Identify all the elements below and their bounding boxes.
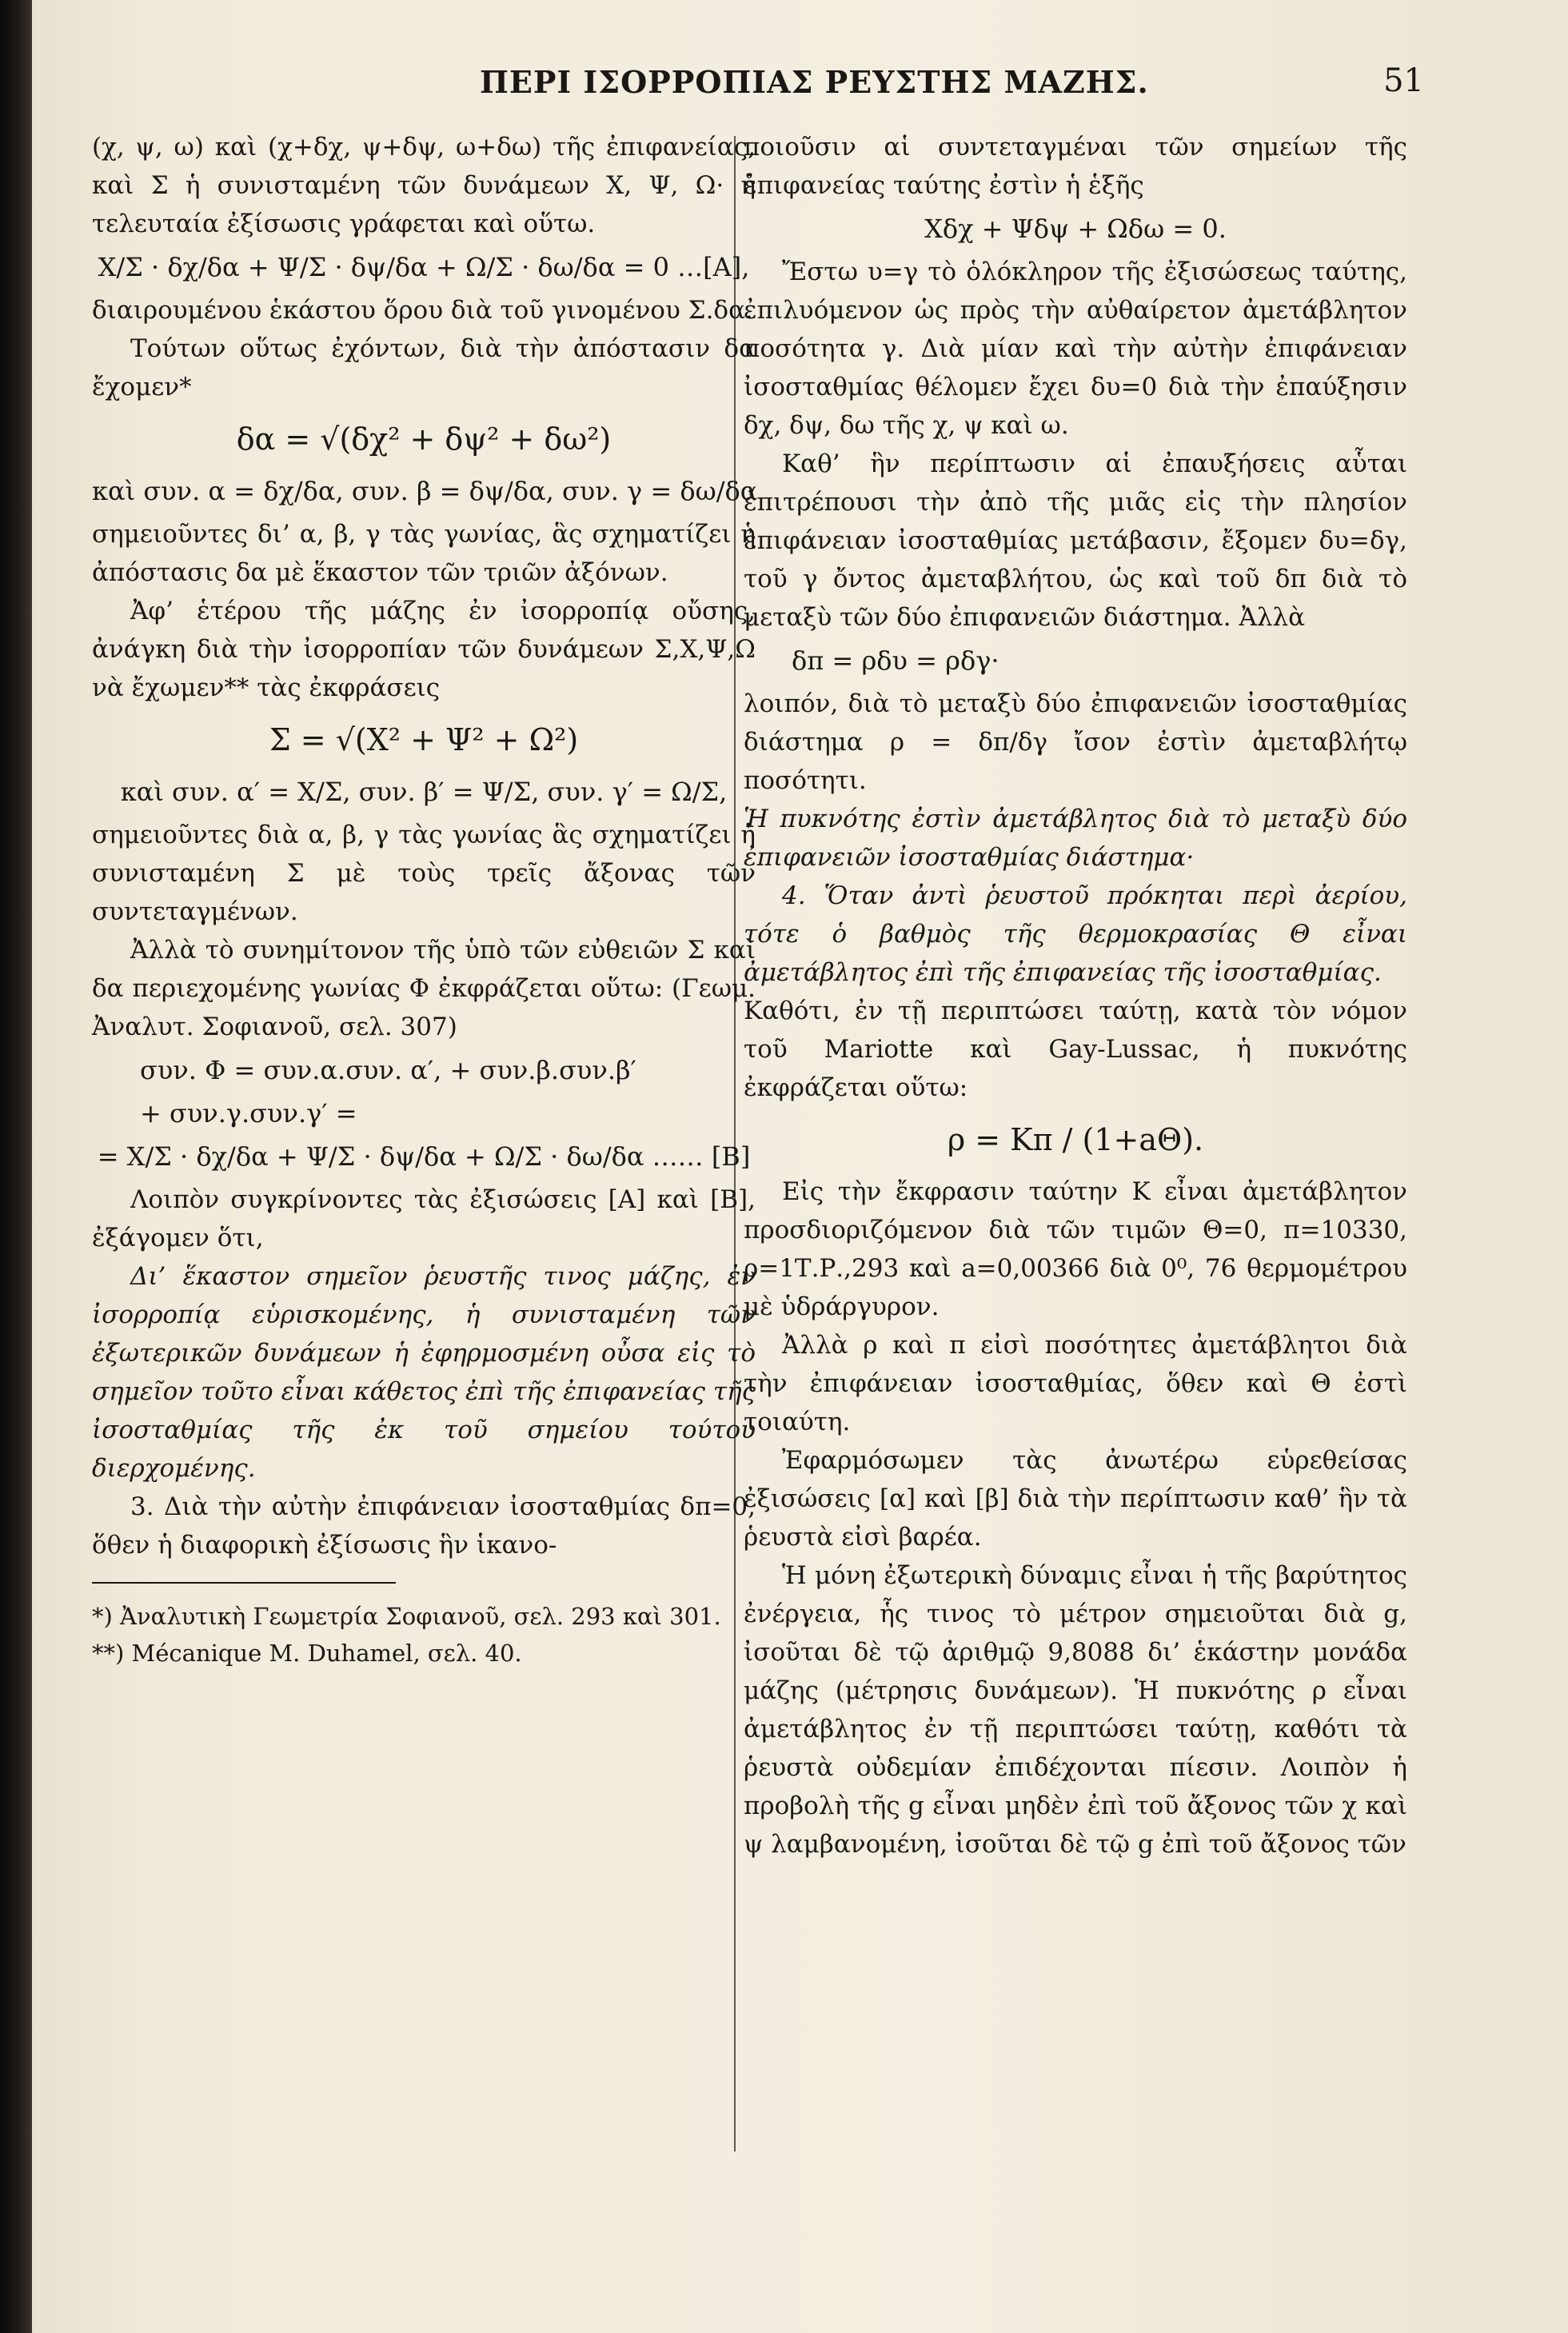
book-page — [32, 0, 1568, 2333]
footnote-2: **) Mécanique M. Duhamel, σελ. 40. — [92, 1640, 522, 1667]
equation-2: δπ = ρδυ = ρδγ· — [792, 645, 999, 676]
paragraph: Ἔστω υ=γ τὸ ὁλόκληρον τῆς ἐξισώσεως ταύτης, ἐπιλυόμενον ὡς πρὸς τὴν αὐθαίρετον ἀμετάβλητον ποσότητα γ. Διὰ μίαν καὶ τὴν αὐτὴν ἐπιφάνειαν ἰσοσταθμίας θέλομεν ἔχει δυ=0 διὰ τὴν ἐπαύξησιν δχ, δψ, δω τῆς χ, ψ καὶ ω. — [744, 258, 1407, 440]
running-head: ΠΕΡΙ ΙΣΟΡΡΟΠΙΑΣ ΡΕΥΣΤΗΣ ΜΑΖΗΣ. — [480, 64, 1149, 100]
equation-cosines: καὶ συν. α = δχ/δα, συν. β = δψ/δα, συν. γ = δω/δα — [92, 476, 758, 506]
paragraph: Τούτων οὕτως ἐχόντων, διὰ τὴν ἀπόστασιν δα ἔχομεν* — [92, 334, 756, 401]
paragraph: Ἐφαρμόσωμεν τὰς ἀνωτέρω εὑρεθείσας ἐξισώσεις [α] καὶ [β] διὰ τὴν περίπτωσιν καθ’ ἣν τὰ ῥευστὰ εἰσὶ βαρέα. — [744, 1446, 1407, 1552]
equation-phi-line1: συν. Φ = συν.α.συν. α′, + συν.β.συν.β′ — [140, 1055, 636, 1085]
footnote-1: *) Ἀναλυτικὴ Γεωμετρία Σοφιανοῦ, σελ. 293 καὶ 301. — [92, 1603, 721, 1630]
paragraph: διαιρουμένου ἑκάστου ὅρου διὰ τοῦ γινομένου Σ.δα. — [92, 296, 753, 325]
section-4-paragraph: 4. Ὅταν ἀντὶ ῥευστοῦ πρόκηται περὶ ἀερίου, τότε ὁ βαθμὸς τῆς θερμοκρασίας Θ εἶναι ἀμετάβλητος ἐπὶ τῆς ἐπιφανείας τῆς ἰσοσταθμίας. — [744, 881, 1407, 987]
equation-cosines-prime: καὶ συν. α′ = Χ/Σ, συν. β′ = Ψ/Σ, συν. γ′ = Ω/Σ, — [120, 777, 728, 807]
theorem-paragraph: Δι’ ἕκαστον σημεῖον ῥευστῆς τινος μάζης, ἐν ἰσορροπίᾳ εὑρισκομένης, ἡ συνισταμένη τῶν ἐξωτερικῶν δυνάμεων ἡ ἐφηρμοσμένη οὖσα εἰς τὸ σημεῖον τοῦτο εἶναι κάθετος ἐπὶ τῆς ἐπιφανείας τῆς ἰσοσταθμίας τῆς ἐκ τοῦ σημείου τούτου διερχομένης. — [92, 1262, 756, 1483]
paragraph: Λοιπὸν συγκρίνοντες τὰς ἐξισώσεις [Α] καὶ [Β], ἐξάγομεν ὅτι, — [92, 1185, 756, 1252]
left-column — [92, 128, 756, 1672]
paragraph: Ἡ μόνη ἐξωτερικὴ δύναμις εἶναι ἡ τῆς βαρύτητος ἐνέργεια, ἧς τινος τὸ μέτρον σημειοῦται διὰ g, ἰσοῦται δὲ τῷ ἀριθμῷ 9,8088 δι’ ἑκάστην μονάδα μάζης (μέτρησις δυνάμεων). Ἡ πυκνότης ρ εἶναι ἀμετάβλητος ἐν τῇ περιπτώσει ταύτῃ, καθότι τὰ ῥευστὰ οὐδεμίαν ἐπιδέχονται πίεσιν. Λοιπὸν ἡ προβολὴ τῆς g εἶναι μηδὲν ἐπὶ τοῦ ἄξονος τῶν χ καὶ ψ λαμβανομένη, ἰσοῦται δὲ τῷ g ἐπὶ τοῦ ἄξονος τῶν — [744, 1561, 1407, 1859]
paragraph: 3. Διὰ τὴν αὐτὴν ἐπιφάνειαν ἰσοσταθμίας δπ=0, ὅθεν ἡ διαφορικὴ ἐξίσωσις ἣν ἱκανο- — [92, 1492, 756, 1560]
paragraph: (χ, ψ, ω) καὶ (χ+δχ, ψ+δψ, ω+δω) τῆς ἐπιφανείας, καὶ Σ ἡ συνισταμένη τῶν δυνάμεων Χ, Ψ, Ω· ἡ τελευταία ἐξίσωσις γράφεται καὶ οὕτω. — [92, 133, 756, 238]
book-spine-shadow — [0, 0, 32, 2333]
page-header — [32, 56, 1568, 112]
paragraph: Ἀλλὰ ρ καὶ π εἰσὶ ποσότητες ἀμετάβλητοι διὰ τὴν ἐπιφάνειαν ἰσοσταθμίας, ὅθεν καὶ Θ ἐστὶ τοιαύτη. — [744, 1331, 1407, 1436]
footnote-rule — [92, 1582, 396, 1584]
paragraph: Εἰς τὴν ἔκφρασιν ταύτην Κ εἶναι ἀμετάβλητον προσδιοριζόμενον διὰ τῶν τιμῶν Θ=0, π=10330, ρ=1Τ.Ρ.,293 καὶ a=0,00366 διὰ 0⁰, 76 θερμομέτρου μὲ ὑδράργυρον. — [744, 1177, 1407, 1321]
equation-B: = Χ/Σ · δχ/δα + Ψ/Σ · δψ/δα + Ω/Σ · δω/δα …… [Β] — [97, 1141, 751, 1172]
right-column — [744, 128, 1407, 1864]
paragraph: Καθ’ ἣν περίπτωσιν αἱ ἐπαυξήσεις αὗται ἐπιτρέπουσι τὴν ἀπὸ τῆς μιᾶς εἰς τὴν πλησίον ἐπιφάνειαν ἰσοσταθμίας μετάβασιν, ἔξομεν δυ=δγ, τοῦ γ ὄντος ἀμεταβλήτου, ὡς καὶ τοῦ δπ διὰ τὸ μεταξὺ τῶν δύο ἐπιφανειῶν διάστημα. Ἀλλὰ — [744, 449, 1407, 632]
page-number: 51 — [1383, 62, 1424, 99]
equation-da: δα = √(δχ² + δψ² + δω²) — [236, 421, 612, 457]
paragraph: Ἀλλὰ τὸ συνημίτονον τῆς ὑπὸ τῶν εὐθειῶν Σ καὶ δα περιεχομένης γωνίας Φ ἐκφράζεται οὕτω: (Γεωμ. Ἀναλυτ. Σοφιανοῦ, σελ. 307) — [92, 936, 756, 1041]
equation-phi-line2: + συν.γ.συν.γ′ = — [140, 1098, 357, 1129]
paragraph: σημειοῦντες δι’ α, β, γ τὰς γωνίας, ἃς σχηματίζει ἡ ἀπόστασις δα μὲ ἕκαστον τῶν τριῶν ἀξόνων. — [92, 520, 756, 587]
paragraph: Ἀφ’ ἑτέρου τῆς μάζης ἐν ἰσορροπίᾳ οὔσης, ἀνάγκη διὰ τὴν ἰσορροπίαν τῶν δυνάμεων Σ,Χ,Ψ,Ω νὰ ἔχωμεν** τὰς ἐκφράσεις — [92, 597, 756, 702]
paragraph: λοιπόν, διὰ τὸ μεταξὺ δύο ἐπιφανειῶν ἰσοσταθμίας διάστημα ρ = δπ/δγ ἴσον ἐστὶν ἀμεταβλήτῳ ποσότητι. — [744, 689, 1407, 795]
equation-sigma: Σ = √(Χ² + Ψ² + Ω²) — [269, 722, 579, 757]
equation-1: Χδχ + Ψδψ + Ωδω = 0. — [924, 214, 1227, 244]
equation-3: ρ = Κπ / (1+aΘ). — [947, 1122, 1204, 1157]
paragraph: Καθότι, ἐν τῇ περιπτώσει ταύτῃ, κατὰ τὸν νόμον τοῦ Mariotte καὶ Gay-Lussac, ἡ πυκνότης ἐκφράζεται οὕτω: — [744, 997, 1407, 1102]
paragraph: ποιοῦσιν αἱ συντεταγμέναι τῶν σημείων τῆς ἐπιφανείας ταύτης ἐστὶν ἡ ἑξῆς — [744, 133, 1407, 200]
paragraph: σημειοῦντες διὰ α, β, γ τὰς γωνίας ἃς σχηματίζει ἡ συνισταμένη Σ μὲ τοὺς τρεῖς ἄξονας τῶν συντεταγμένων. — [92, 821, 756, 926]
equation-A: Χ/Σ · δχ/δα + Ψ/Σ · δψ/δα + Ω/Σ · δω/δα = 0 …[Α], — [98, 252, 750, 282]
theorem-paragraph: Ἡ πυκνότης ἐστὶν ἀμετάβλητος διὰ τὸ μεταξὺ δύο ἐπιφανειῶν ἰσοσταθμίας διάστημα· — [744, 805, 1407, 872]
